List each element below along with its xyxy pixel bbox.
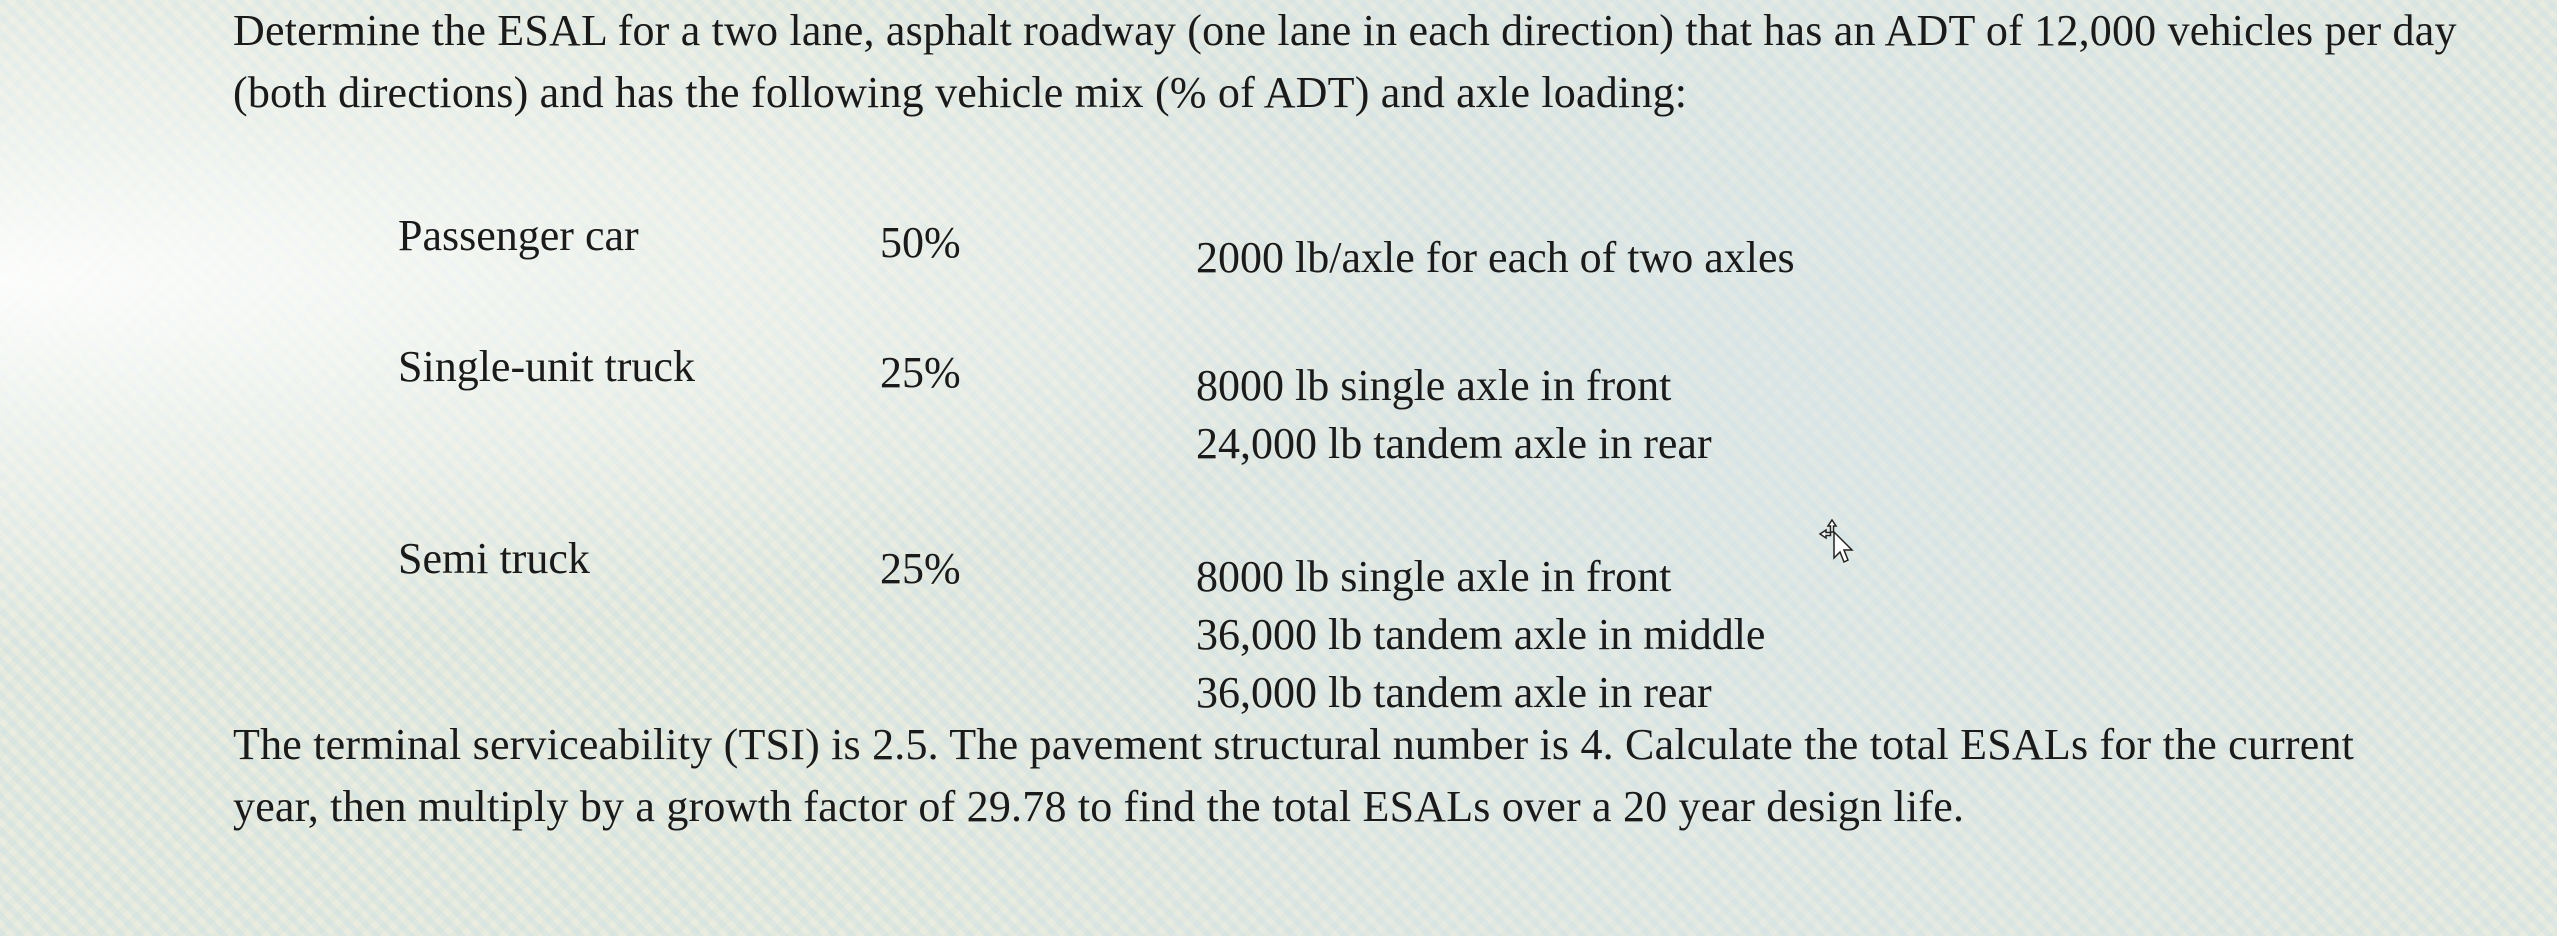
- loading-line: 8000 lb single axle in front: [1196, 552, 1672, 601]
- closing-paragraph: The terminal serviceability (TSI) is 2.5. The pavement structural number is 4. Calculate the total ESALs for the current year, then multiply by a growth factor of 29.78 to find the total ESALs over a 20 year design life.: [233, 720, 2355, 831]
- vehicle-percent-semi-truck: 25%: [880, 544, 961, 593]
- move-cursor-icon: [1818, 518, 1858, 566]
- vehicle-loading-semi-truck: [1196, 548, 1765, 722]
- loading-line: 2000 lb/axle for each of two axles: [1196, 233, 1795, 282]
- vehicle-percent-passenger-car: 50%: [880, 218, 961, 267]
- intro-paragraph: Determine the ESAL for a two lane, asphalt roadway (one lane in each direction) that has an ADT of 12,000 vehicles per day (both directions) and has the following vehicle mix (% of ADT) and axle loading:: [233, 6, 2457, 117]
- loading-line: 36,000 lb tandem axle in middle: [1196, 610, 1766, 659]
- loading-line: 8000 lb single axle in front: [1196, 361, 1672, 410]
- vehicle-type-passenger-car: Passenger car: [398, 211, 639, 260]
- vehicle-type-semi-truck: Semi truck: [398, 534, 590, 583]
- vehicle-loading-passenger-car: [1196, 229, 1795, 287]
- loading-line: 36,000 lb tandem axle in rear: [1196, 668, 1712, 717]
- loading-line: 24,000 lb tandem axle in rear: [1196, 419, 1712, 468]
- vehicle-type-single-unit-truck: Single-unit truck: [398, 342, 695, 391]
- vehicle-percent-single-unit-truck: 25%: [880, 348, 961, 397]
- vehicle-loading-single-unit-truck: [1196, 357, 1712, 473]
